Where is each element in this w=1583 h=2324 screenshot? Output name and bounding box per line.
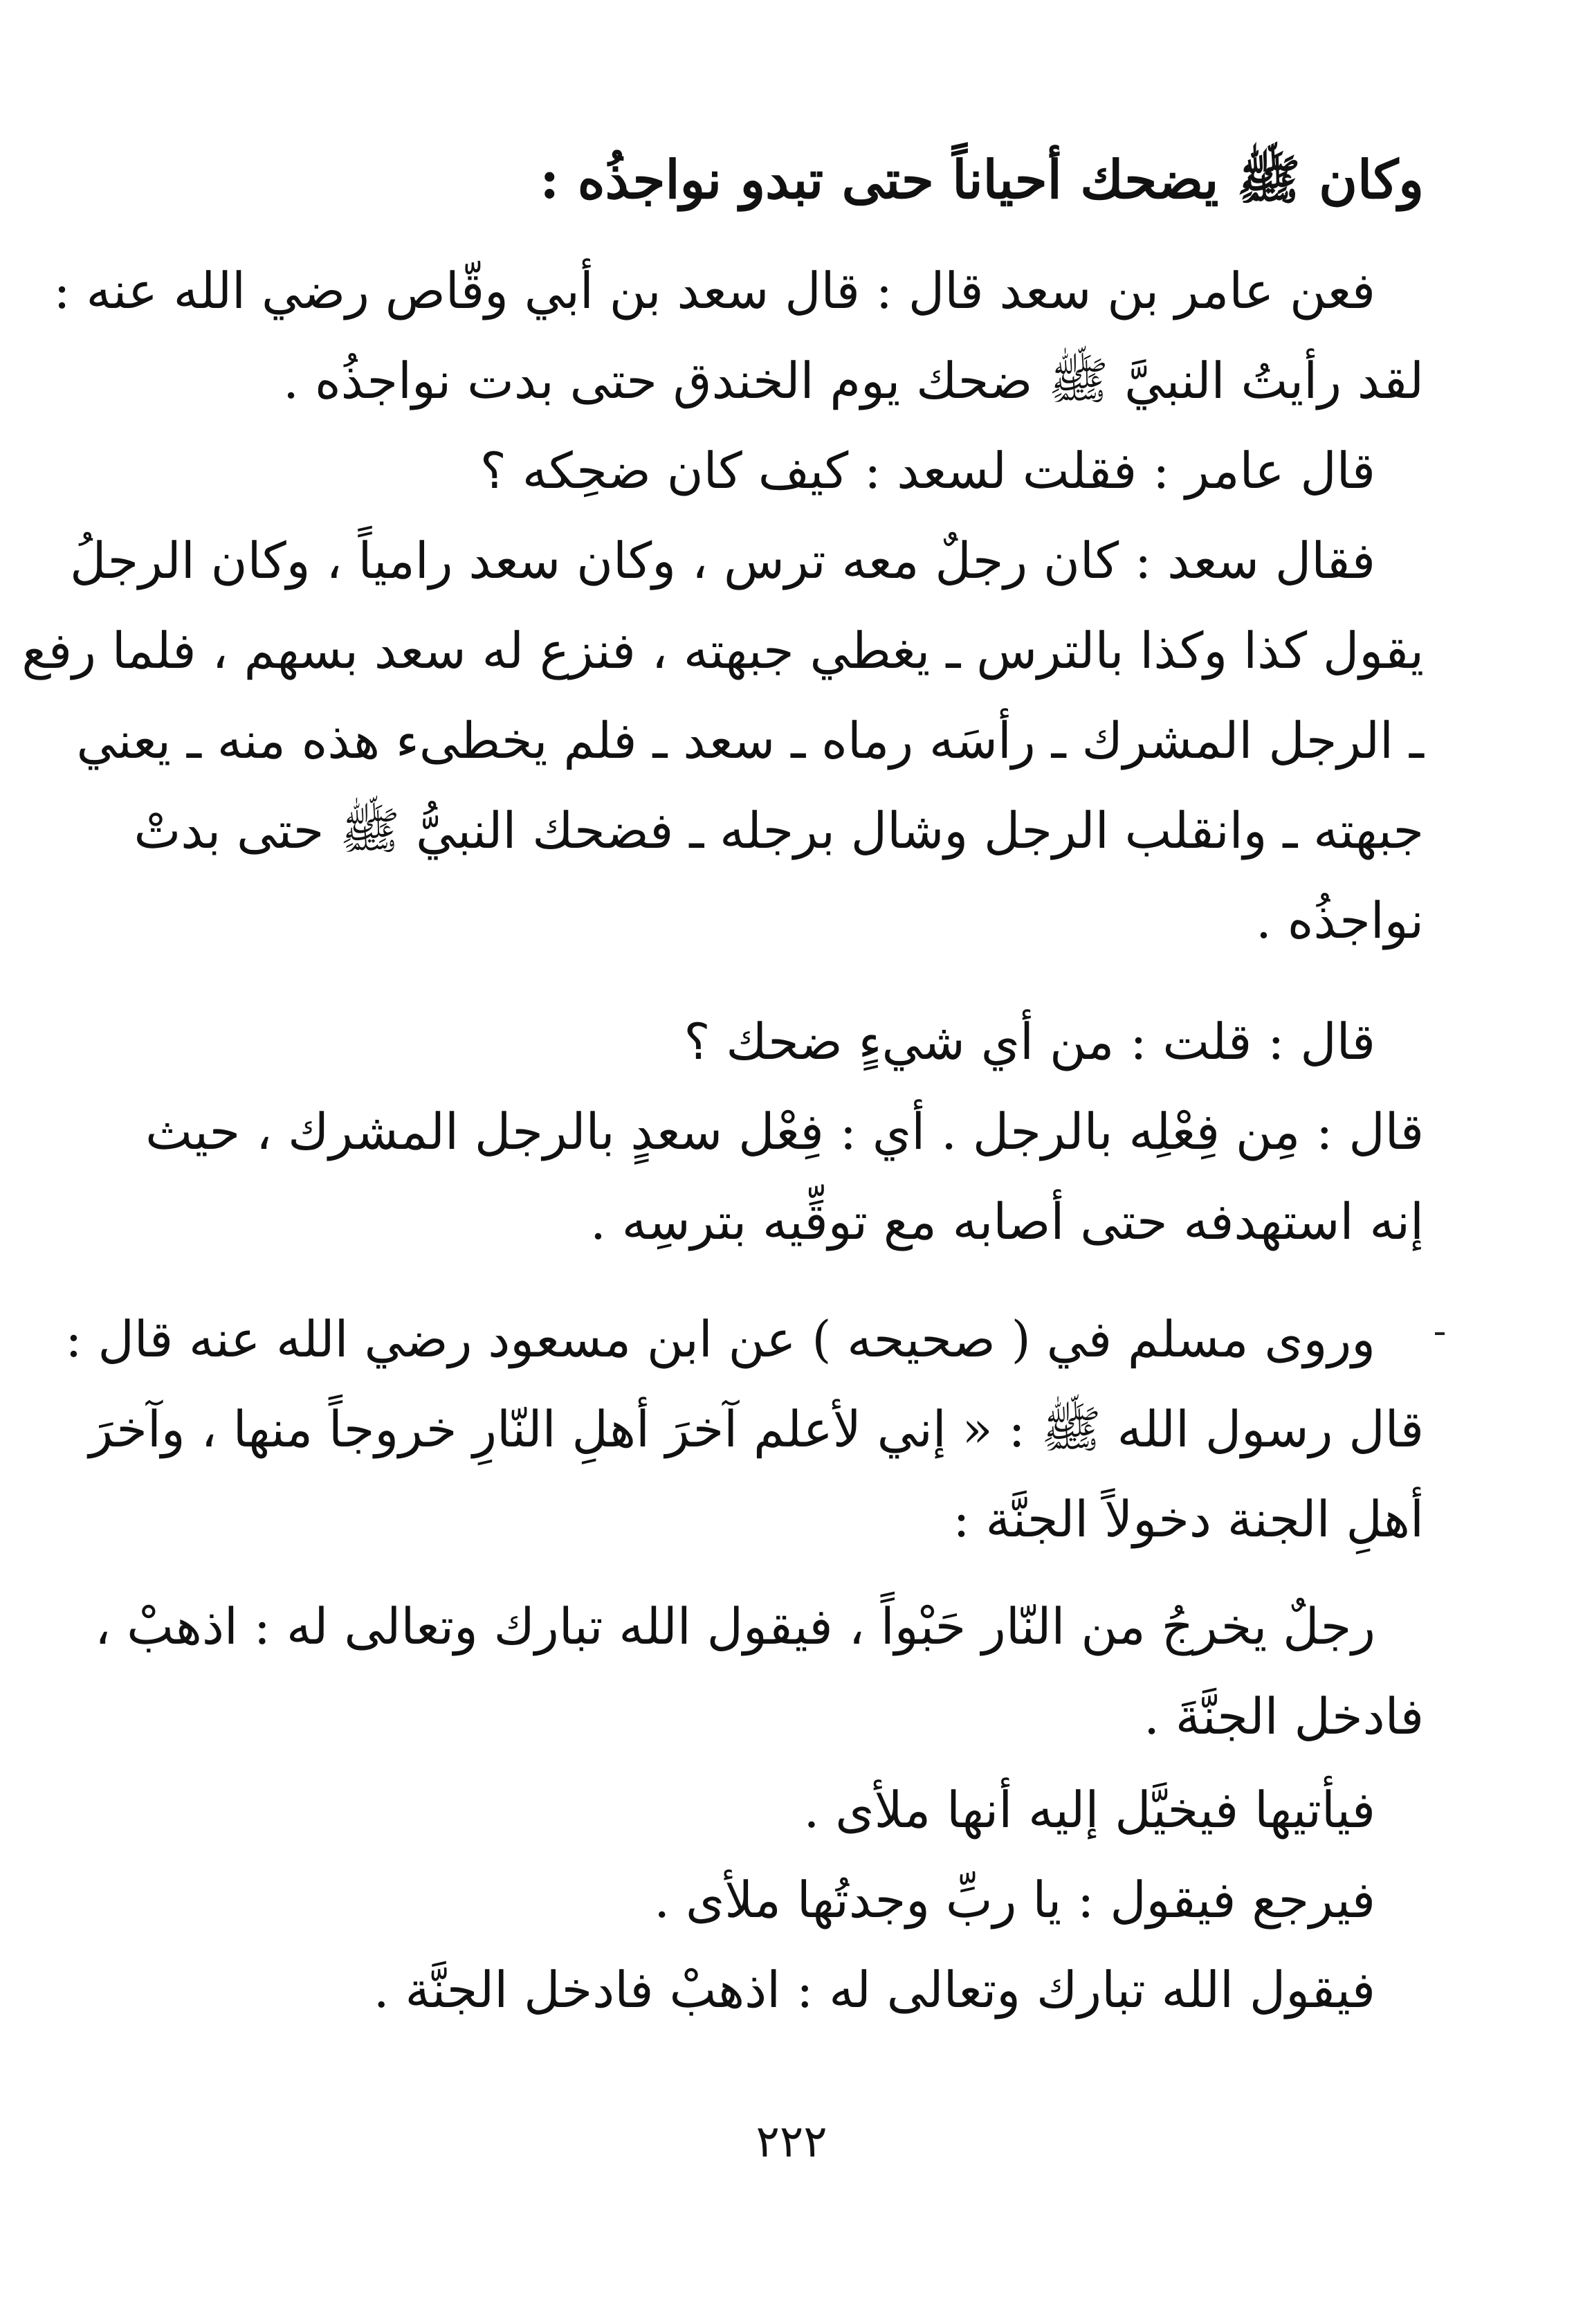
text-line: يقول كذا وكذا بالترس ـ يغطي جبهته ، فنزع له سعد بسهم ، فلما رفع xyxy=(21,621,1424,680)
text-line: قال عامر : فقلت لسعد : كيف كان ضحِكه ؟ xyxy=(479,442,1375,500)
text-line: فيرجع فيقول : يا ربِّ وجدتُها ملأى . xyxy=(654,1871,1375,1929)
section-heading: وكان ﷺ يضحك أحياناً حتى تبدو نواجذُه : xyxy=(540,149,1424,210)
text-line: نواجذُه . xyxy=(1255,891,1424,950)
text-line: إنه استهدفه حتى أصابه مع توقِّيه بترسِه . xyxy=(589,1192,1424,1251)
text-line: ـ الرجل المشرك ـ رأسَه رماه ـ سعد ـ فلم يخطىء هذه منه ـ يعني xyxy=(76,711,1424,770)
text-line: فيأتيها فيخيَّل إليه أنها ملأى . xyxy=(803,1781,1375,1839)
text-line: لقد رأيتُ النبيَّ ﷺ ضحك يوم الخندق حتى بدت نواجذُه . xyxy=(283,352,1424,410)
text-line: جبهته ـ وانقلب الرجل وشال برجله ـ فضحك النبيُّ ﷺ حتى بدتْ xyxy=(134,801,1424,860)
text-line: قال رسول الله ﷺ : « إني لأعلم آخرَ أهلِ النّارِ خروجاً منها ، وآخرَ xyxy=(89,1400,1424,1458)
text-line: فعن عامر بن سعد قال : قال سعد بن أبي وقّاص رضي الله عنه : xyxy=(53,262,1375,320)
text-line: فقال سعد : كان رجلٌ معه ترس ، وكان سعد رامياً ، وكان الرجلُ xyxy=(70,532,1375,590)
margin-mark xyxy=(1435,1332,1445,1335)
text-line: فادخل الجنَّةَ . xyxy=(1144,1687,1424,1745)
text-line: أهلِ الجنة دخولاً الجنَّة : xyxy=(953,1490,1424,1548)
page-number: ٢٢٢ xyxy=(756,2116,827,2168)
text-line: رجلٌ يخرجُ من النّار حَبْواً ، فيقول الله تبارك وتعالى له : اذهبْ ، xyxy=(95,1597,1375,1655)
text-line: قال : مِن فِعْلِه بالرجل . أي : فِعْل سعدٍ بالرجل المشرك ، حيث xyxy=(145,1102,1424,1161)
text-line: فيقول الله تبارك وتعالى له : اذهبْ فادخل الجنَّة . xyxy=(373,1961,1375,2019)
text-line: وروى مسلم في ( صحيحه ) عن ابن مسعود رضي الله عنه قال : xyxy=(65,1310,1375,1368)
text-line: قال : قلت : من أي شيءٍ ضحك ؟ xyxy=(684,1013,1375,1071)
